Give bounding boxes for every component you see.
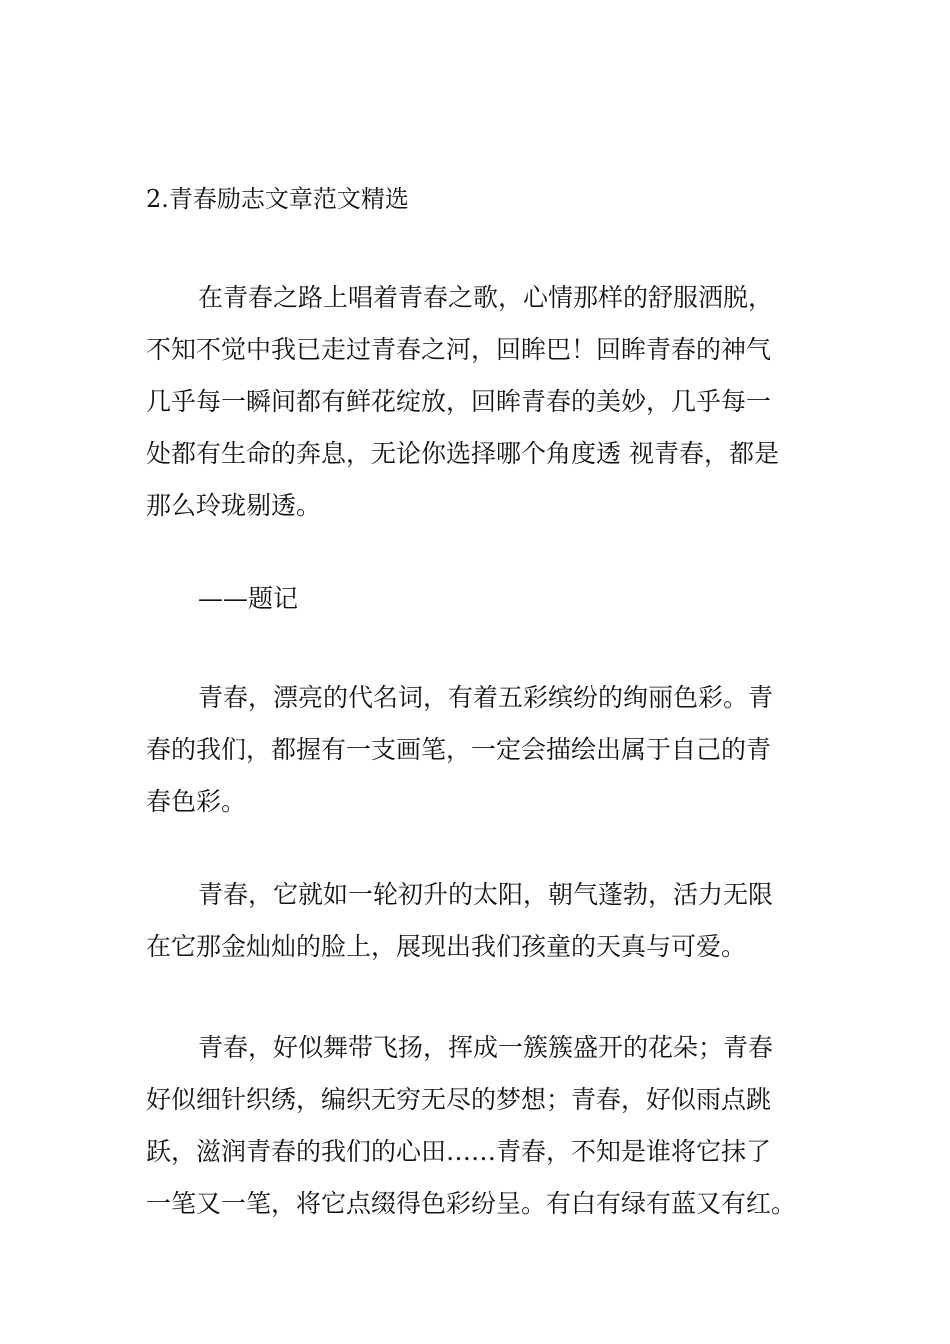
- paragraph-youth-dance: [146, 1022, 808, 1230]
- paragraph-line: 那么玲珑剔透。: [146, 491, 322, 520]
- paragraph-line: 不知不觉中我已走过青春之河，回眸巴！回眸青春的神气: [146, 335, 772, 364]
- paragraph-line: 春的我们，都握有一支画笔，一定会描绘出属于自己的青: [146, 735, 772, 764]
- paragraph-epigraph: [146, 573, 808, 625]
- paragraph-line: 青春，它就如一轮初升的太阳，朝气蓬勃，活力无限: [198, 880, 774, 909]
- paragraph-line: 春色彩。: [146, 787, 247, 816]
- paragraph-line: 好似细针织绣，编织无穷无尽的梦想；青春，好似雨点跳: [146, 1085, 772, 1114]
- paragraph-line: 青春，漂亮的代名词，有着五彩缤纷的绚丽色彩。青: [198, 683, 774, 712]
- paragraph-line: 一笔又一笔，将它点缀得色彩纷呈。有白有绿有蓝又有红。: [146, 1189, 797, 1218]
- section-heading: 2.青春励志文章范文精选: [146, 185, 409, 213]
- paragraph-line: 在它那金灿灿的脸上，展现出我们孩童的天真与可爱。: [146, 932, 747, 961]
- paragraph-line: 青春，好似舞带飞扬，挥成一簇簇盛开的花朵；青春: [198, 1033, 774, 1062]
- paragraph-youth-colors: [146, 672, 808, 828]
- paragraph-intro: [146, 272, 808, 532]
- paragraph-line: 在青春之路上唱着青春之歌，心情那样的舒服洒脱，: [198, 283, 774, 312]
- paragraph-line: 几乎每一瞬间都有鲜花绽放，回眸青春的美妙，几乎每一: [146, 387, 772, 416]
- paragraph-line: 处都有生命的奔息，无论你选择哪个角度透 视青春，都是: [146, 439, 779, 468]
- paragraph-youth-sun: [146, 869, 808, 973]
- paragraph-line: 跃，滋润青春的我们的心田……青春，不知是谁将它抹了: [146, 1137, 772, 1166]
- paragraph-line: ——题记: [198, 584, 299, 613]
